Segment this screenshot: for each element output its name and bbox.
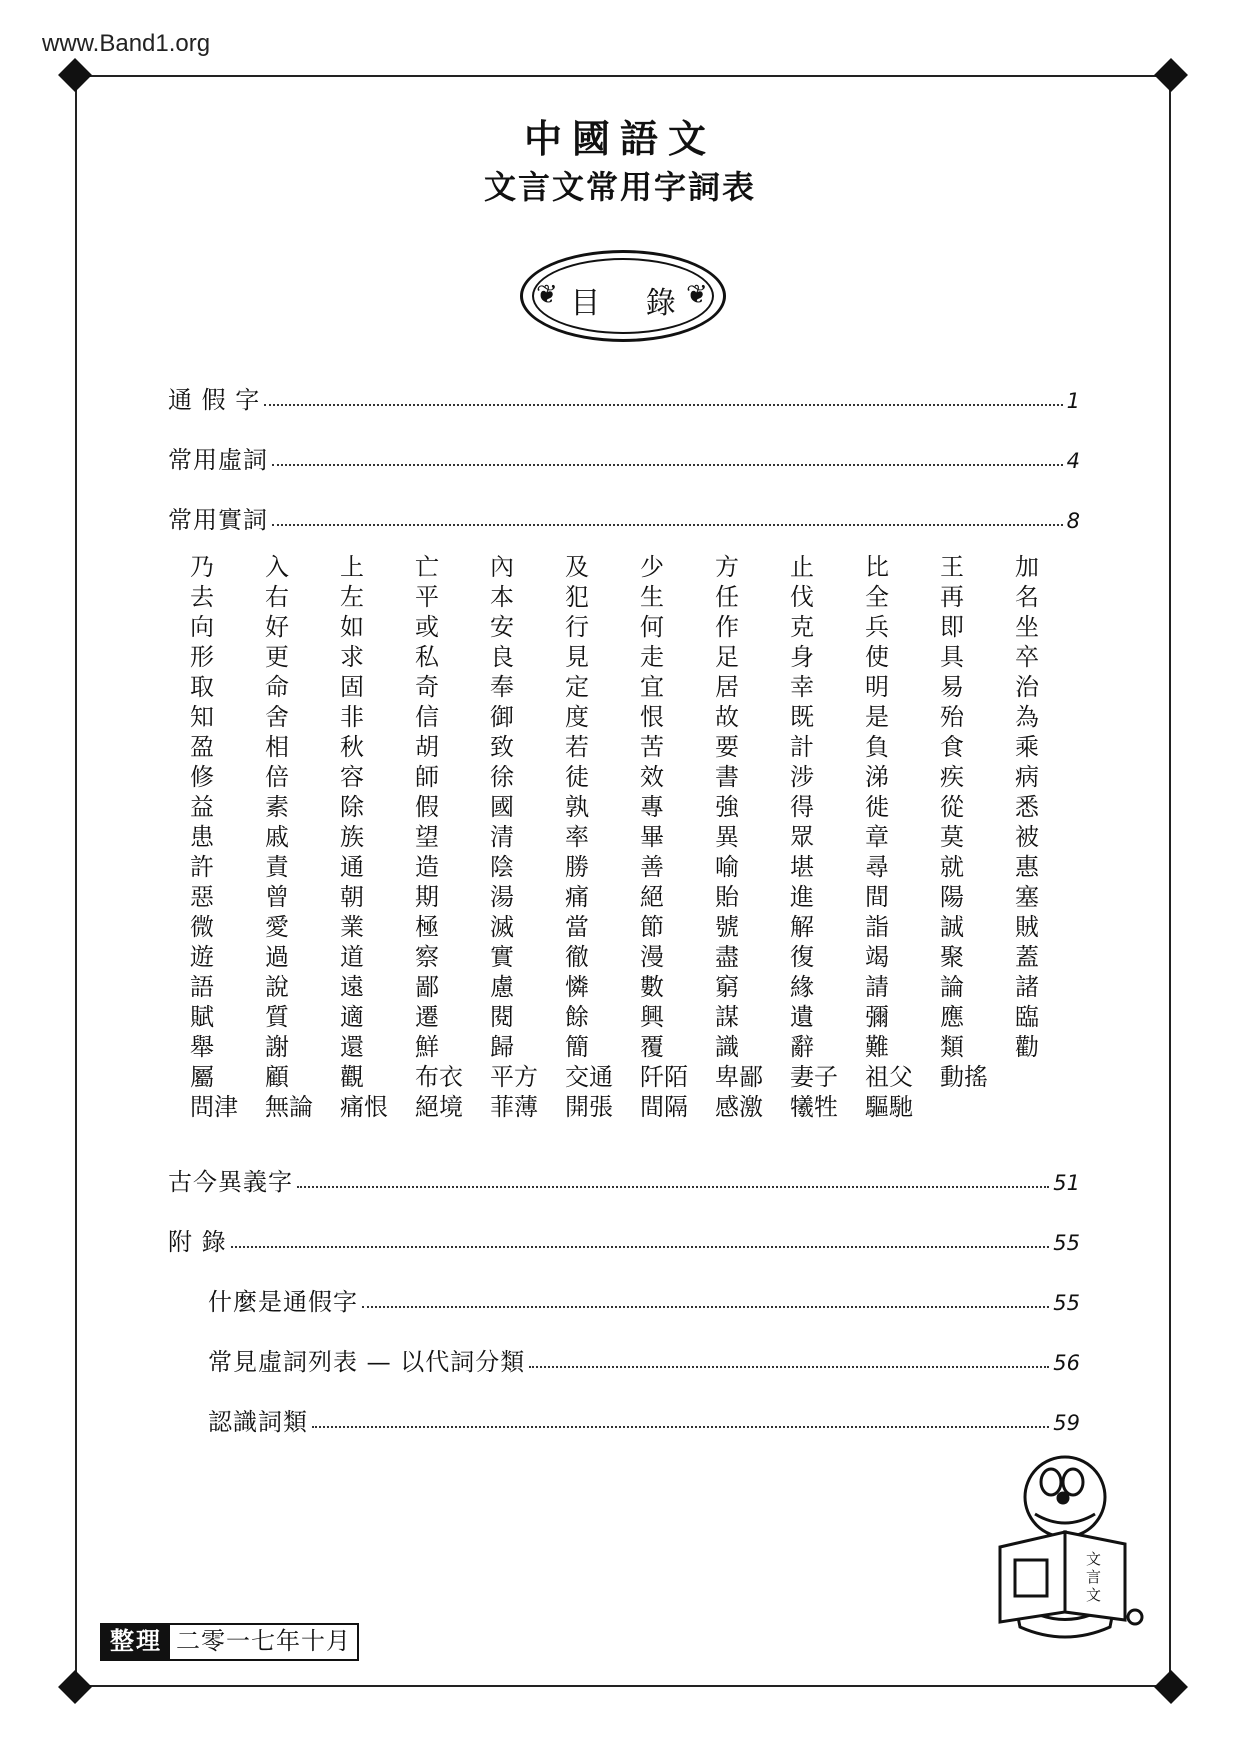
word-entry[interactable]: 望 (415, 823, 439, 851)
word-entry[interactable]: 假 (415, 793, 439, 821)
word-entry[interactable]: 請 (865, 973, 889, 1001)
word-entry[interactable]: 或 (415, 613, 439, 641)
word-entry[interactable]: 數 (640, 973, 664, 1001)
word-entry[interactable]: 容 (340, 763, 364, 791)
mascot-eye (1063, 1469, 1083, 1495)
word-entry[interactable]: 許 (190, 853, 214, 881)
word-entry[interactable]: 語 (190, 973, 214, 1001)
mascot-nose (1058, 1493, 1068, 1503)
contents-heading: 目 錄 (570, 286, 694, 321)
word-entry[interactable]: 相 (265, 733, 289, 761)
word-entry[interactable]: 右 (265, 583, 289, 611)
word-entry[interactable]: 止 (790, 553, 814, 581)
word-entry[interactable]: 湯 (490, 883, 514, 911)
word-entry[interactable]: 卑鄙 (715, 1063, 763, 1091)
word-entry[interactable]: 左 (340, 583, 364, 611)
word-entry[interactable]: 病 (1015, 763, 1039, 791)
toc-entry[interactable] (168, 500, 1080, 534)
word-entry[interactable]: 塞 (1015, 883, 1039, 911)
word-entry[interactable]: 勝 (565, 853, 589, 881)
word-entry[interactable]: 眾 (790, 823, 814, 851)
word-entry[interactable]: 伐 (790, 583, 814, 611)
toc-subentry[interactable] (208, 1282, 1080, 1316)
word-entry[interactable]: 歸 (490, 1033, 514, 1061)
word-entry[interactable]: 論 (940, 973, 964, 1001)
word-entry[interactable]: 悉 (1015, 793, 1039, 821)
footer-label: 整理 (102, 1625, 170, 1659)
site-url[interactable]: www.Band1.org (42, 30, 211, 57)
word-entry[interactable]: 清 (490, 823, 514, 851)
toc-subentry[interactable] (208, 1342, 1080, 1376)
word-entry[interactable]: 倍 (265, 763, 289, 791)
leader-dots (264, 388, 1062, 406)
swirl-ornament-icon: ❦ (686, 280, 708, 310)
leader-dots (297, 1170, 1049, 1188)
word-entry[interactable]: 絕境 (415, 1093, 463, 1121)
word-entry[interactable]: 如 (340, 613, 364, 641)
word-entry[interactable]: 賊 (1015, 913, 1039, 941)
word-entry[interactable]: 鄙 (415, 973, 439, 1001)
word-entry[interactable]: 率 (565, 823, 589, 851)
word-entry[interactable]: 無論 (265, 1093, 313, 1121)
word-entry[interactable]: 貽 (715, 883, 739, 911)
word-entry[interactable]: 奉 (490, 673, 514, 701)
leader-dots (529, 1350, 1049, 1368)
word-entry[interactable]: 徹 (565, 943, 589, 971)
toc-page: 1 (1066, 389, 1080, 413)
word-entry[interactable]: 平 (415, 583, 439, 611)
word-entry[interactable]: 竭 (865, 943, 889, 971)
word-entry[interactable]: 朝 (340, 883, 364, 911)
word-entry[interactable]: 專 (640, 793, 664, 821)
word-entry[interactable]: 解 (790, 913, 814, 941)
book-title-char: 文 (1086, 1586, 1102, 1604)
word-entry[interactable]: 被 (1015, 823, 1039, 851)
word-entry[interactable]: 感激 (715, 1093, 763, 1121)
word-entry[interactable]: 業 (340, 913, 364, 941)
word-entry[interactable]: 安 (490, 613, 514, 641)
leader-dots (231, 1230, 1050, 1248)
word-entry[interactable]: 秋 (340, 733, 364, 761)
word-entry[interactable]: 苦 (640, 733, 664, 761)
word-entry[interactable]: 平方 (490, 1063, 538, 1091)
word-entry[interactable]: 殆 (940, 703, 964, 731)
word-entry[interactable]: 固 (340, 673, 364, 701)
word-entry[interactable]: 過 (265, 943, 289, 971)
word-entry[interactable]: 好 (265, 613, 289, 641)
toc-page: 56 (1053, 1351, 1080, 1375)
word-entry[interactable]: 絕 (640, 883, 664, 911)
word-entry[interactable]: 素 (265, 793, 289, 821)
toc-page: 4 (1066, 449, 1080, 473)
toc-label: 附 錄 (168, 1228, 227, 1256)
word-entry[interactable]: 號 (715, 913, 739, 941)
word-entry[interactable]: 簡 (565, 1033, 589, 1061)
word-entry[interactable]: 遺 (790, 1003, 814, 1031)
word-entry[interactable]: 辭 (790, 1033, 814, 1061)
word-entry[interactable]: 微 (190, 913, 214, 941)
word-entry[interactable]: 造 (415, 853, 439, 881)
word-entry[interactable]: 戚 (265, 823, 289, 851)
word-entry[interactable]: 章 (865, 823, 889, 851)
word-entry[interactable]: 上 (340, 553, 364, 581)
word-entry[interactable]: 明 (865, 673, 889, 701)
toc-page: 51 (1053, 1171, 1080, 1195)
word-entry[interactable]: 族 (340, 823, 364, 851)
word-entry[interactable]: 幸 (790, 673, 814, 701)
word-entry[interactable]: 勸 (1015, 1033, 1039, 1061)
word-entry[interactable]: 御 (490, 703, 514, 731)
word-entry[interactable]: 說 (265, 973, 289, 1001)
word-entry[interactable]: 動搖 (940, 1063, 988, 1091)
footer-compiled-date (100, 1623, 359, 1661)
word-entry[interactable]: 走 (640, 643, 664, 671)
word-entry[interactable]: 師 (415, 763, 439, 791)
word-entry[interactable]: 就 (940, 853, 964, 881)
word-entry[interactable]: 滅 (490, 913, 514, 941)
word-entry[interactable]: 詣 (865, 913, 889, 941)
word-entry[interactable]: 少 (640, 553, 664, 581)
word-entry[interactable]: 還 (340, 1033, 364, 1061)
mascot-tail (1128, 1610, 1142, 1624)
toc-page: 55 (1053, 1231, 1080, 1255)
page-subtitle: 文言文常用字詞表 (483, 168, 756, 206)
word-entry[interactable]: 察 (415, 943, 439, 971)
word-entry[interactable]: 若 (565, 733, 589, 761)
book-left-page (1000, 1532, 1065, 1622)
book-title-char: 言 (1086, 1568, 1102, 1586)
word-entry[interactable]: 聚 (940, 943, 964, 971)
toc-page: 59 (1053, 1411, 1080, 1435)
word-entry[interactable]: 疾 (940, 763, 964, 791)
word-entry[interactable]: 徐 (490, 763, 514, 791)
word-entry[interactable]: 應 (940, 1003, 964, 1031)
page-title: 中國語文 (523, 117, 716, 161)
word-entry[interactable]: 彌 (865, 1003, 889, 1031)
word-entry[interactable]: 類 (940, 1033, 964, 1061)
word-entry[interactable]: 卒 (1015, 643, 1039, 671)
word-entry[interactable]: 屬 (190, 1063, 214, 1091)
toc-label: 常用虛詞 (168, 446, 268, 474)
word-entry[interactable]: 乃 (190, 553, 214, 581)
word-entry[interactable]: 足 (715, 643, 739, 671)
word-entry[interactable]: 國 (490, 793, 514, 821)
word-entry[interactable]: 要 (715, 733, 739, 761)
word-entry[interactable]: 治 (1015, 673, 1039, 701)
word-entry[interactable]: 實 (490, 943, 514, 971)
word-entry[interactable]: 觀 (340, 1063, 364, 1091)
word-entry[interactable]: 慮 (490, 973, 514, 1001)
word-entry[interactable]: 具 (940, 643, 964, 671)
word-entry[interactable]: 節 (640, 913, 664, 941)
word-entry[interactable]: 去 (190, 583, 214, 611)
word-grid (190, 552, 1090, 1122)
reading-cat-mascot-icon (985, 1452, 1145, 1642)
word-entry[interactable]: 作 (715, 613, 739, 641)
word-entry[interactable]: 賦 (190, 1003, 214, 1031)
leader-dots (272, 508, 1063, 526)
word-entry[interactable]: 善 (640, 853, 664, 881)
word-entry[interactable] (1015, 1062, 1090, 1092)
word-entry[interactable]: 兵 (865, 613, 889, 641)
word-entry[interactable]: 得 (790, 793, 814, 821)
word-entry[interactable]: 徒 (565, 763, 589, 791)
word-entry[interactable]: 當 (565, 913, 589, 941)
word-entry[interactable]: 臨 (1015, 1003, 1039, 1031)
word-entry[interactable]: 坐 (1015, 613, 1039, 641)
word-entry[interactable]: 興 (640, 1003, 664, 1031)
word-entry[interactable]: 求 (340, 643, 364, 671)
word-entry[interactable]: 窮 (715, 973, 739, 1001)
word-entry[interactable]: 謀 (715, 1003, 739, 1031)
word-entry[interactable]: 度 (565, 703, 589, 731)
word-entry[interactable]: 曾 (265, 883, 289, 911)
word-entry[interactable]: 宜 (640, 673, 664, 701)
word-entry[interactable]: 加 (1015, 553, 1039, 581)
toc-entry[interactable] (168, 1222, 1080, 1256)
word-entry[interactable]: 居 (715, 673, 739, 701)
word-entry[interactable]: 身 (790, 643, 814, 671)
word-entry[interactable]: 祖父 (865, 1063, 913, 1091)
leader-dots (312, 1410, 1049, 1428)
word-entry[interactable]: 涉 (790, 763, 814, 791)
word-entry[interactable]: 非 (340, 703, 364, 731)
word-entry[interactable]: 孰 (565, 793, 589, 821)
word-entry[interactable]: 益 (190, 793, 214, 821)
word-entry[interactable]: 惡 (190, 883, 214, 911)
word-entry[interactable]: 覆 (640, 1033, 664, 1061)
word-entry[interactable]: 恨 (640, 703, 664, 731)
word-entry[interactable]: 即 (940, 613, 964, 641)
word-entry[interactable]: 乘 (1015, 733, 1039, 761)
word-entry[interactable]: 遷 (415, 1003, 439, 1031)
word-entry[interactable]: 計 (790, 733, 814, 761)
word-entry[interactable]: 克 (790, 613, 814, 641)
word-entry[interactable]: 陰 (490, 853, 514, 881)
toc-entry[interactable] (168, 440, 1080, 474)
toc-entry[interactable] (168, 380, 1080, 414)
word-entry[interactable]: 陽 (940, 883, 964, 911)
word-entry[interactable]: 更 (265, 643, 289, 671)
word-entry[interactable]: 使 (865, 643, 889, 671)
word-entry[interactable]: 期 (415, 883, 439, 911)
word-entry[interactable]: 良 (490, 643, 514, 671)
word-entry[interactable]: 致 (490, 733, 514, 761)
word-entry[interactable]: 任 (715, 583, 739, 611)
toc-label: 常見虛詞列表 — 以代詞分類 (208, 1348, 526, 1376)
toc-page: 8 (1066, 509, 1080, 533)
word-entry[interactable]: 見 (565, 643, 589, 671)
word-entry[interactable]: 定 (565, 673, 589, 701)
word-entry[interactable]: 從 (940, 793, 964, 821)
word-entry[interactable]: 胡 (415, 733, 439, 761)
word-entry[interactable]: 痛恨 (340, 1093, 388, 1121)
leader-dots (272, 448, 1063, 466)
word-entry[interactable]: 易 (940, 673, 964, 701)
word-entry[interactable]: 遊 (190, 943, 214, 971)
book-title-char: 文 (1086, 1550, 1102, 1568)
word-entry[interactable]: 亡 (415, 553, 439, 581)
word-entry[interactable]: 識 (715, 1033, 739, 1061)
word-entry[interactable]: 進 (790, 883, 814, 911)
word-entry[interactable]: 適 (340, 1003, 364, 1031)
word-entry[interactable]: 畢 (640, 823, 664, 851)
word-entry[interactable]: 諸 (1015, 973, 1039, 1001)
footer-date: 二零一七年十月 (176, 1627, 351, 1655)
word-entry[interactable]: 誠 (940, 913, 964, 941)
word-entry[interactable]: 極 (415, 913, 439, 941)
word-entry[interactable]: 難 (865, 1033, 889, 1061)
word-entry[interactable]: 惠 (1015, 853, 1039, 881)
word-entry[interactable]: 閱 (490, 1003, 514, 1031)
word-entry[interactable]: 莫 (940, 823, 964, 851)
word-entry[interactable]: 及 (565, 553, 589, 581)
word-entry[interactable]: 憐 (565, 973, 589, 1001)
word-entry[interactable]: 犧牲 (790, 1093, 838, 1121)
word-entry[interactable]: 遠 (340, 973, 364, 1001)
word-entry[interactable]: 是 (865, 703, 889, 731)
word-entry[interactable]: 徙 (865, 793, 889, 821)
word-entry[interactable]: 謝 (265, 1033, 289, 1061)
word-entry[interactable]: 問津 (190, 1093, 238, 1121)
word-entry[interactable]: 堪 (790, 853, 814, 881)
word-entry[interactable]: 除 (340, 793, 364, 821)
word-entry[interactable]: 何 (640, 613, 664, 641)
word-entry[interactable]: 盈 (190, 733, 214, 761)
word-entry[interactable]: 向 (190, 613, 214, 641)
word-entry[interactable]: 喻 (715, 853, 739, 881)
word-entry[interactable]: 負 (865, 733, 889, 761)
word-entry[interactable]: 私 (415, 643, 439, 671)
word-entry[interactable]: 布衣 (415, 1063, 463, 1091)
word-entry[interactable]: 菲薄 (490, 1093, 538, 1121)
word-entry[interactable]: 交通 (565, 1063, 613, 1091)
word-entry[interactable]: 通 (340, 853, 364, 881)
word-entry[interactable]: 蓋 (1015, 943, 1039, 971)
word-entry[interactable]: 質 (265, 1003, 289, 1031)
word-entry[interactable]: 命 (265, 673, 289, 701)
word-entry[interactable]: 異 (715, 823, 739, 851)
word-entry[interactable]: 舉 (190, 1033, 214, 1061)
word-entry[interactable]: 責 (265, 853, 289, 881)
word-entry[interactable]: 復 (790, 943, 814, 971)
word-entry[interactable]: 緣 (790, 973, 814, 1001)
toc-page: 55 (1053, 1291, 1080, 1315)
toc-entry[interactable] (168, 1162, 1080, 1196)
toc-label: 常用實詞 (168, 506, 268, 534)
word-entry[interactable]: 名 (1015, 583, 1039, 611)
word-entry[interactable]: 犯 (565, 583, 589, 611)
word-entry[interactable]: 再 (940, 583, 964, 611)
word-entry[interactable]: 驅馳 (865, 1093, 913, 1121)
word-entry[interactable]: 行 (565, 613, 589, 641)
word-entry[interactable]: 餘 (565, 1003, 589, 1031)
leader-dots (362, 1290, 1049, 1308)
word-entry[interactable] (1015, 1092, 1090, 1122)
word-entry[interactable]: 為 (1015, 703, 1039, 731)
word-entry[interactable]: 尋 (865, 853, 889, 881)
word-entry[interactable]: 取 (190, 673, 214, 701)
word-entry[interactable]: 故 (715, 703, 739, 731)
swirl-ornament-icon: ❦ (536, 280, 558, 310)
word-entry[interactable]: 書 (715, 763, 739, 791)
toc-subentry[interactable] (208, 1402, 1080, 1436)
word-entry[interactable]: 比 (865, 553, 889, 581)
word-entry[interactable]: 王 (940, 553, 964, 581)
word-entry[interactable]: 內 (490, 553, 514, 581)
word-entry[interactable]: 盡 (715, 943, 739, 971)
word-entry[interactable]: 患 (190, 823, 214, 851)
word-entry[interactable]: 漫 (640, 943, 664, 971)
word-entry[interactable]: 奇 (415, 673, 439, 701)
word-entry[interactable]: 妻子 (790, 1063, 838, 1091)
word-entry[interactable]: 痛 (565, 883, 589, 911)
word-entry[interactable]: 效 (640, 763, 664, 791)
toc-label: 古今異義字 (168, 1168, 293, 1196)
toc-label: 通 假 字 (168, 386, 261, 414)
word-entry[interactable]: 愛 (265, 913, 289, 941)
mascot-eye (1041, 1469, 1061, 1495)
word-entry[interactable]: 間 (865, 883, 889, 911)
word-entry[interactable]: 舍 (265, 703, 289, 731)
word-entry[interactable]: 全 (865, 583, 889, 611)
word-entry[interactable]: 道 (340, 943, 364, 971)
word-entry[interactable]: 形 (190, 643, 214, 671)
word-entry[interactable]: 修 (190, 763, 214, 791)
word-entry[interactable]: 強 (715, 793, 739, 821)
word-entry[interactable]: 涕 (865, 763, 889, 791)
mascot-mouth (1035, 1514, 1095, 1523)
word-entry[interactable]: 既 (790, 703, 814, 731)
word-entry[interactable]: 本 (490, 583, 514, 611)
word-entry[interactable]: 生 (640, 583, 664, 611)
word-entry[interactable]: 阡陌 (640, 1063, 688, 1091)
word-entry[interactable]: 間隔 (640, 1093, 688, 1121)
toc-label: 認識詞類 (208, 1408, 308, 1436)
word-entry[interactable]: 開張 (565, 1093, 613, 1121)
word-entry[interactable]: 食 (940, 733, 964, 761)
word-entry[interactable]: 信 (415, 703, 439, 731)
word-entry[interactable]: 知 (190, 703, 214, 731)
toc-label: 什麼是通假字 (208, 1288, 358, 1316)
word-entry[interactable]: 鮮 (415, 1033, 439, 1061)
word-entry[interactable]: 入 (265, 553, 289, 581)
word-entry[interactable]: 顧 (265, 1063, 289, 1091)
word-entry[interactable] (940, 1092, 1015, 1122)
word-entry[interactable]: 方 (715, 553, 739, 581)
